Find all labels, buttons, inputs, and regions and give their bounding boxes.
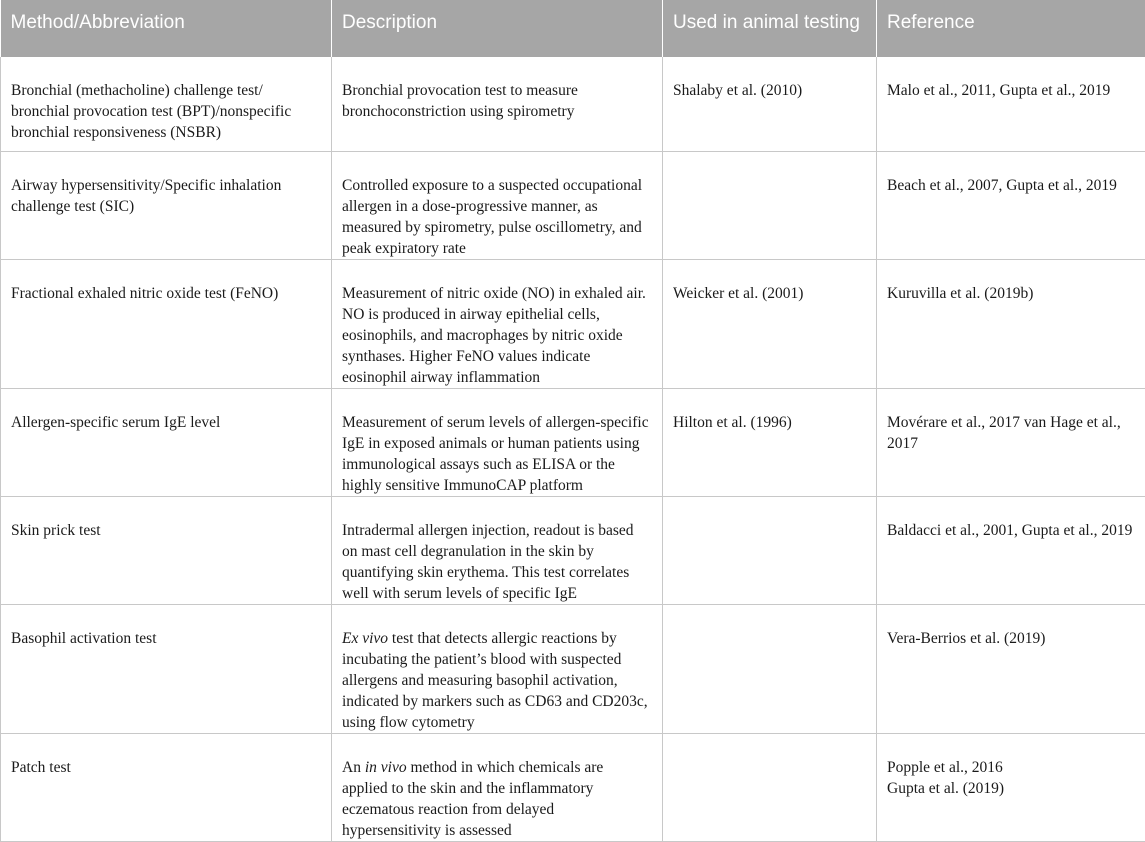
- cell-description: [332, 733, 663, 841]
- cell-description: Bronchial provocation test to measure bronchoconstriction using spirometry: [332, 57, 663, 151]
- cell-reference: [877, 733, 1145, 841]
- cell-animal-testing: [663, 496, 877, 604]
- cell-method: Airway hypersensitivity/Specific inhalation challenge test (SIC): [1, 151, 332, 259]
- header-reference: Reference: [877, 0, 1145, 57]
- italic-term: in vivo: [365, 759, 407, 776]
- cell-method: Patch test: [1, 733, 332, 841]
- cell-reference: Baldacci et al., 2001, Gupta et al., 2019: [877, 496, 1145, 604]
- cell-description: Controlled exposure to a suspected occupational allergen in a dose-progressive manner, as measured by spirometry, pulse oscillometry, and peak expiratory rate: [332, 151, 663, 259]
- cell-description: Measurement of serum levels of allergen-specific IgE in exposed animals or human patients using immunological assays such as ELISA or the highly sensitive ImmunoCAP platform: [332, 388, 663, 496]
- cell-animal-testing: Shalaby et al. (2010): [663, 57, 877, 151]
- table-row: [1, 388, 1145, 496]
- cell-method: Fractional exhaled nitric oxide test (FeNO): [1, 259, 332, 388]
- header-row: [1, 0, 1145, 57]
- cell-reference: Beach et al., 2007, Gupta et al., 2019: [877, 151, 1145, 259]
- cell-reference: Movérare et al., 2017 van Hage et al., 2017: [877, 388, 1145, 496]
- cell-animal-testing: Hilton et al. (1996): [663, 388, 877, 496]
- cell-description: Intradermal allergen injection, readout is based on mast cell degranulation in the skin by quantifying skin erythema. This test correlates well with serum levels of specific IgE: [332, 496, 663, 604]
- cell-description: [332, 604, 663, 733]
- cell-method: Skin prick test: [1, 496, 332, 604]
- table-row: [1, 733, 1145, 841]
- table-row: [1, 259, 1145, 388]
- description-text: method in which chemicals are applied to the skin and the inflammatory eczematous reaction from delayed hypersensitivity is assessed: [342, 759, 603, 839]
- description-text: test that detects allergic reactions by incubating the patient’s blood with suspected allergens and measuring basophil activation, indicated by markers such as CD63 and CD203c, using flow cytometry: [342, 630, 648, 731]
- cell-animal-testing: [663, 733, 877, 841]
- cell-method: Bronchial (methacholine) challenge test/ bronchial provocation test (BPT)/nonspecific bronchial responsiveness (NSBR): [1, 57, 332, 151]
- cell-reference: Kuruvilla et al. (2019b): [877, 259, 1145, 388]
- cell-animal-testing: [663, 604, 877, 733]
- header-animal-testing: Used in animal testing: [663, 0, 877, 57]
- italic-term: Ex vivo: [342, 630, 388, 647]
- cell-reference: Vera-Berrios et al. (2019): [877, 604, 1145, 733]
- cell-method: Allergen-specific serum IgE level: [1, 388, 332, 496]
- header-method: Method/Abbreviation: [1, 0, 332, 57]
- table-row: [1, 151, 1145, 259]
- cell-animal-testing: Weicker et al. (2001): [663, 259, 877, 388]
- table-row: [1, 57, 1145, 151]
- cell-method: Basophil activation test: [1, 604, 332, 733]
- table-row: [1, 604, 1145, 733]
- cell-description: Measurement of nitric oxide (NO) in exhaled air. NO is produced in airway epithelial cells, eosinophils, and macrophages by nitric oxide synthases. Higher FeNO values indicate eosinophil airway inflammation: [332, 259, 663, 388]
- reference-line: Gupta et al. (2019): [887, 778, 1135, 799]
- reference-line: Popple et al., 2016: [887, 757, 1135, 778]
- table-row: [1, 496, 1145, 604]
- cell-animal-testing: [663, 151, 877, 259]
- description-prefix: An: [342, 759, 365, 776]
- cell-reference: Malo et al., 2011, Gupta et al., 2019: [877, 57, 1145, 151]
- header-description: Description: [332, 0, 663, 57]
